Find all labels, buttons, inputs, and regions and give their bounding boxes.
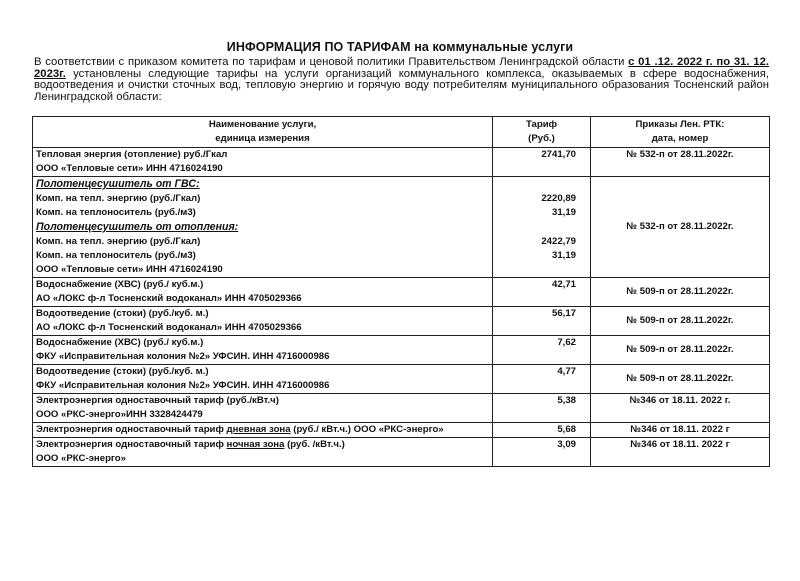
order-cell: №346 от 18.11. 2022 г: [591, 423, 770, 438]
service-cell: Водоотведение (стоки) (руб./куб. м.) АО «ЛОКС ф-л Тосненский водоканал» ИНН 4705029366: [33, 307, 493, 336]
table-row: [33, 307, 770, 336]
table-row: [33, 365, 770, 394]
section-heading: Полотенцесушитель от отопления:: [36, 221, 239, 233]
tariff-cell: 7,62: [493, 336, 591, 365]
tariff-cell: 42,71: [493, 278, 591, 307]
intro-text-1: В соответствии с приказом комитета по тарифам и ценовой политики Правительством Ленинградской области: [34, 56, 629, 68]
table-row: [33, 336, 770, 365]
service-cell: Водоснабжение (ХВС) (руб./ куб.м.) ФКУ «Исправительная колония №2» УФСИН. ИНН 4716000986: [33, 336, 493, 365]
order-cell: № 509-п от 28.11.2022г.: [591, 278, 770, 307]
tariff-cell: 2220,89 31,19 2422,79 31,19: [493, 177, 591, 278]
tariff-table: [32, 116, 770, 467]
service-cell: Водоотведение (стоки) (руб./куб. м.) ФКУ «Исправительная колония №2» УФСИН. ИНН 4716000986: [33, 365, 493, 394]
tariff-cell: 3,09: [493, 438, 591, 467]
tariff-cell: 2741,70: [493, 148, 591, 177]
table-row: [33, 394, 770, 423]
tariff-cell: 5,38: [493, 394, 591, 423]
table-row: [33, 148, 770, 177]
header-service: Наименование услуги, единица измерения: [33, 117, 493, 148]
order-cell: № 509-п от 28.11.2022г.: [591, 307, 770, 336]
zone-label: ночная зона: [226, 439, 285, 450]
service-cell: Тепловая энергия (отопление) руб./Гкал ООО «Тепловые сети» ИНН 4716024190: [33, 148, 493, 177]
order-cell: №346 от 18.11. 2022 г.: [591, 394, 770, 423]
page-title: ИНФОРМАЦИЯ ПО ТАРИФАМ на коммунальные услуги: [226, 40, 574, 54]
intro-text-2: установлены следующие тарифы на услуги организаций коммунального комплекса, оказываемых в сфере водоснабжения, водоотведения и очистки сточных вод, тепловую энергию и горячую воду потребителям муниципального образования Тосненский район Ленинградской области:: [34, 67, 769, 103]
header-tariff: Тариф (Руб.): [493, 117, 591, 148]
order-cell: № 509-п от 28.11.2022г.: [591, 336, 770, 365]
order-cell: № 532-п от 28.11.2022г.: [591, 148, 770, 177]
table-row: [33, 278, 770, 307]
table-header-row: [33, 117, 770, 148]
order-cell: № 509-п от 28.11.2022г.: [591, 365, 770, 394]
order-cell: №346 от 18.11. 2022 г: [591, 438, 770, 467]
table-row: [33, 423, 770, 438]
table-row: [33, 438, 770, 467]
service-cell: Полотенцесушитель от ГВС: Комп. на тепл. энергию (руб./Гкал) Комп. на теплоноситель (руб./м3) Полотенцесушитель от отопления: Комп. на тепл. энергию (руб./Гкал) Комп. на теплоноситель (руб./м3) ООО «Тепловые сети» ИНН 4716024190: [33, 177, 493, 278]
table-row: [33, 177, 770, 278]
tariff-cell: 4,77: [493, 365, 591, 394]
tariff-cell: 56,17: [493, 307, 591, 336]
zone-label: дневная зона: [226, 424, 291, 435]
section-heading: Полотенцесушитель от ГВС:: [36, 178, 200, 190]
service-cell: Водоснабжение (ХВС) (руб./ куб.м.) АО «ЛОКС ф-л Тосненский водоканал» ИНН 4705029366: [33, 278, 493, 307]
order-cell: № 532-п от 28.11.2022г.: [591, 177, 770, 278]
intro-paragraph: [34, 57, 769, 103]
header-order: Приказы Лен. РТК: дата, номер: [591, 117, 770, 148]
service-cell: Электроэнергия одноставочный тариф ночная зона (руб. /кВт.ч.) ООО «РКС-энерго»: [33, 438, 493, 467]
service-cell: Электроэнергия одноставочный тариф (руб./кВт.ч) ООО «РКС-энерго»ИНН 3328424479: [33, 394, 493, 423]
tariff-cell: 5,68: [493, 423, 591, 438]
intro-period: с 01 .12. 2022 г. по 31. 12. 2023г.: [34, 56, 769, 80]
service-cell: Электроэнергия одноставочный тариф дневная зона (руб./ кВт.ч.) ООО «РКС-энерго»: [33, 423, 493, 438]
